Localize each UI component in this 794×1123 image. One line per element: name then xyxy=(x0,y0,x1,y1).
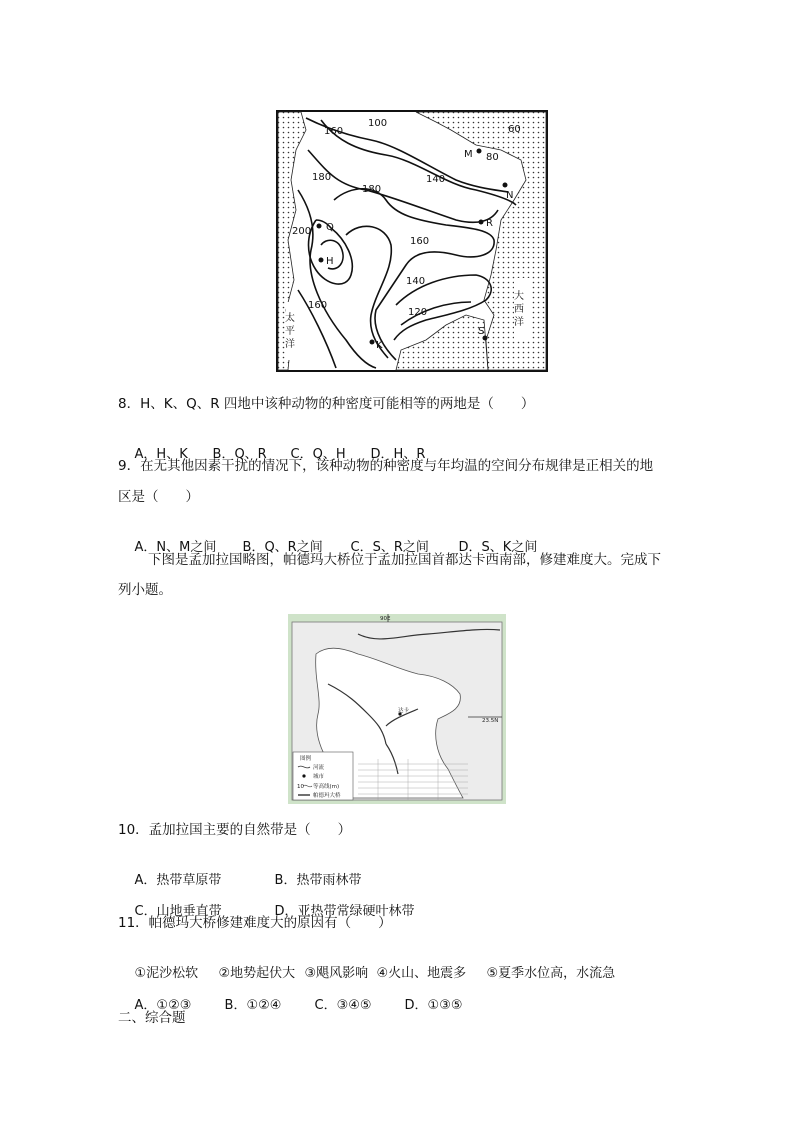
contour-label: 180 xyxy=(312,172,332,183)
choice-5: ⑤夏季水位高，水流急 xyxy=(486,966,616,981)
question-11-stem: 11．帕德玛大桥修建难度大的原因有（ ） xyxy=(118,915,392,931)
legend-title: 图例 xyxy=(300,756,312,762)
question-10-options-row2 xyxy=(118,882,415,942)
option-d[interactable]: D．亚热带常绿硬叶林带 xyxy=(274,904,415,919)
point-label: M xyxy=(464,149,473,160)
latitude-label: 23.5N xyxy=(482,718,499,724)
point-label: K xyxy=(376,340,383,351)
legend-item: 帕德玛大桥 xyxy=(313,793,341,799)
option-b[interactable]: B．Q、R之间 xyxy=(242,540,323,555)
contour-label: 160 xyxy=(308,300,328,311)
sea-label: 大 西 洋 xyxy=(511,290,523,327)
option-d[interactable]: D．①③⑤ xyxy=(404,998,463,1013)
contour-label: 80 xyxy=(486,152,499,163)
option-d[interactable]: D．H、R xyxy=(370,447,426,462)
option-a[interactable]: A．H、K xyxy=(134,447,188,462)
choice-2: ②地势起伏大 xyxy=(218,966,296,981)
legend-contour-value: 10 xyxy=(297,784,304,790)
option-d[interactable]: D．S、K之间 xyxy=(458,540,538,555)
point-label: R xyxy=(486,218,493,229)
question-9-stem-line2: 区是（ ） xyxy=(118,489,199,505)
question-8-stem: 8．H、K、Q、R 四地中该种动物的种密度可能相等的两地是（ ） xyxy=(118,396,535,412)
option-a[interactable]: A．N、M之间 xyxy=(134,540,217,555)
choice-3: ③飓风影响 xyxy=(304,966,369,981)
option-c[interactable]: C．山地垂直带 xyxy=(134,904,222,919)
contour-label: 140 xyxy=(406,276,426,287)
option-b[interactable]: B．热带雨林带 xyxy=(274,873,362,888)
bangladesh-map xyxy=(288,614,506,804)
option-c[interactable]: C．③④⑤ xyxy=(314,998,372,1013)
species-density-contour-map xyxy=(276,110,548,372)
point-label: S xyxy=(478,326,485,337)
question-10-stem: 10．孟加拉国主要的自然带是（ ） xyxy=(118,822,352,838)
option-c[interactable]: C．Q、H xyxy=(290,447,346,462)
atlantic-label xyxy=(512,278,531,340)
sea-label: 太 平 洋 xyxy=(282,312,294,349)
contour-label: 120 xyxy=(408,307,428,318)
option-a[interactable]: A．热带草原带 xyxy=(134,873,222,888)
contour-label: 160 xyxy=(410,236,430,247)
contour-label: 100 xyxy=(368,118,388,129)
contour-label: 180 xyxy=(362,184,382,195)
option-c[interactable]: C．S、R之间 xyxy=(350,540,429,555)
intro-line1: 下图是孟加拉国略图，帕德玛大桥位于孟加拉国首都达卡西南部，修建难度大。完成下 xyxy=(148,552,661,568)
section-title: 二、综合题 xyxy=(118,1010,186,1026)
city-label: 达卡 xyxy=(398,708,410,714)
question-8-options xyxy=(118,425,425,485)
option-a[interactable]: A．①②③ xyxy=(134,998,192,1013)
option-b[interactable]: B．Q、R xyxy=(212,447,267,462)
contour-label: 200 xyxy=(292,226,312,237)
legend-item: 城市 xyxy=(313,774,325,780)
contour-label: 60 xyxy=(508,124,521,135)
option-b[interactable]: B．①②④ xyxy=(224,998,282,1013)
point-label: Q xyxy=(326,222,334,233)
contour-label: 160 xyxy=(324,126,344,137)
intro-line2: 列小题。 xyxy=(118,582,172,598)
longitude-label: 90E xyxy=(380,616,391,622)
contour-label: 140 xyxy=(426,174,446,185)
choice-4: ④火山、地震多 xyxy=(376,966,467,981)
choice-1: ①泥沙松软 xyxy=(134,966,199,981)
legend-item: 河流 xyxy=(313,765,325,771)
map-legend xyxy=(293,752,353,800)
question-9-stem-line1: 9．在无其他因素干扰的情况下，该种动物的种密度与年均温的空间分布规律是正相关的地 xyxy=(118,458,654,474)
point-label: H xyxy=(326,256,334,267)
point-label: N xyxy=(506,190,514,201)
legend-item: 等高线(m) xyxy=(313,784,340,790)
